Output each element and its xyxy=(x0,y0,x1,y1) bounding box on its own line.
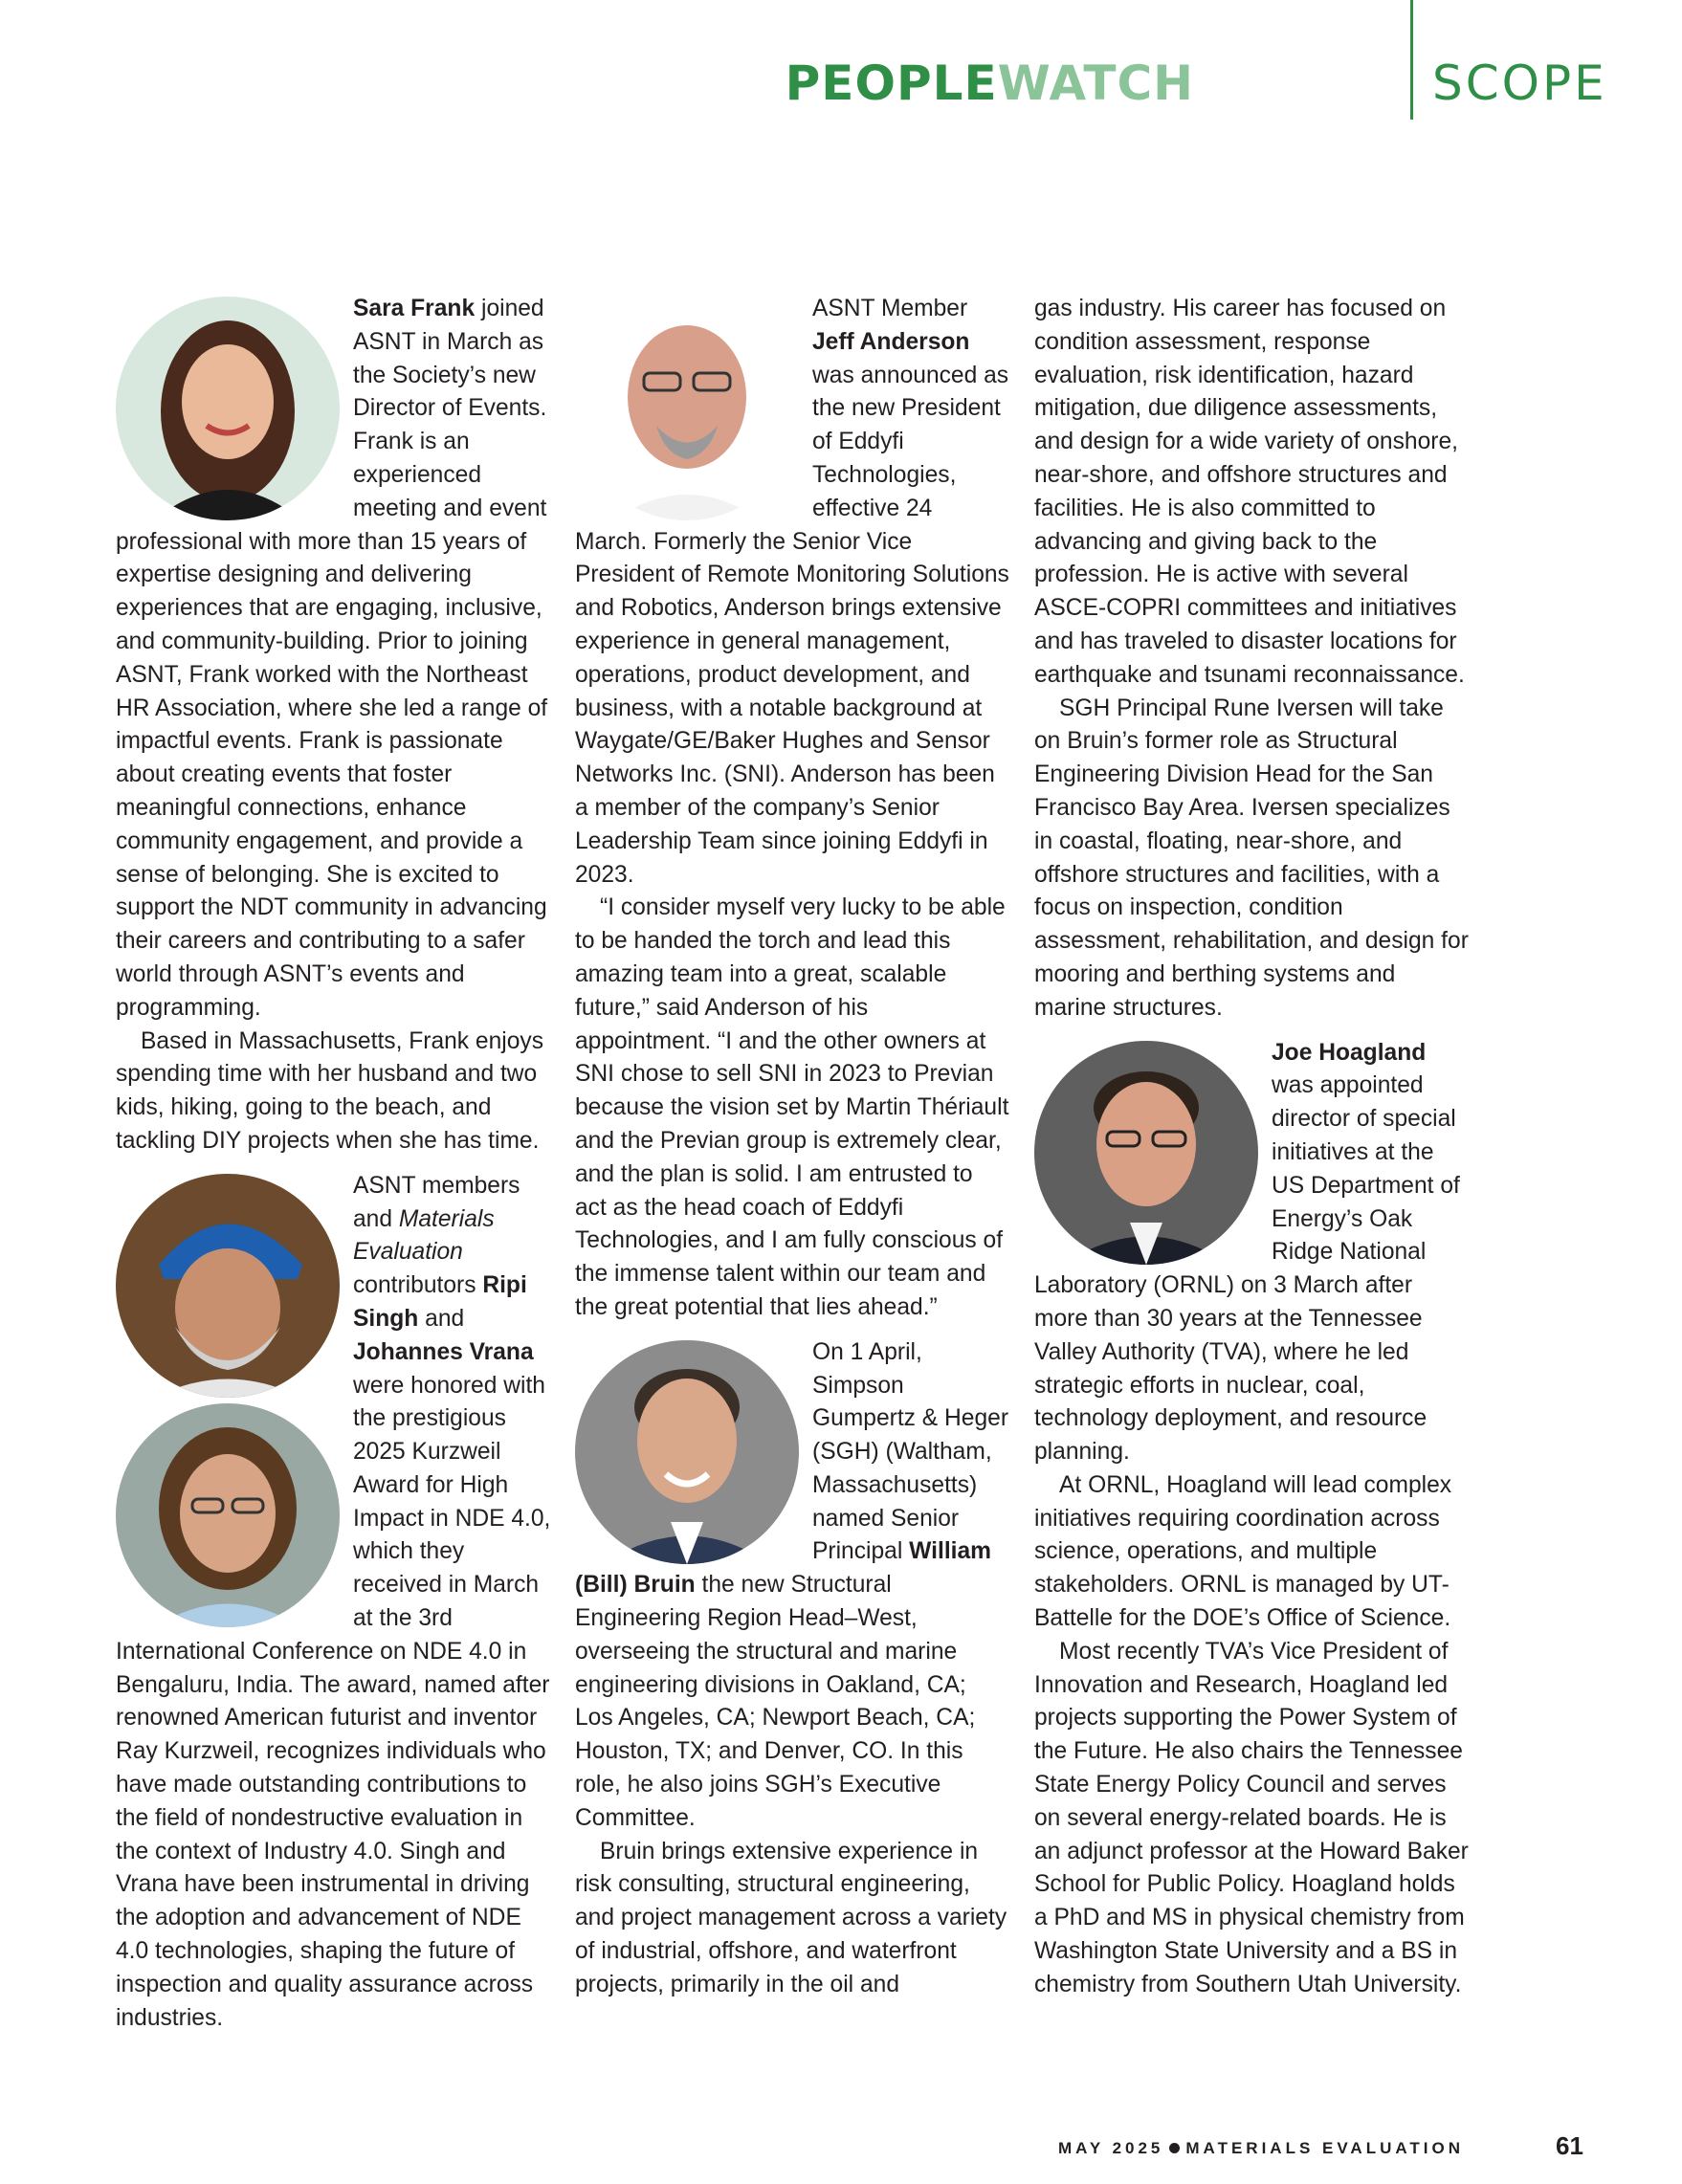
johannes-vrana-photo xyxy=(116,1403,340,1627)
jeff-anderson-name: Jeff Anderson xyxy=(812,328,970,355)
sara-frank-photo xyxy=(116,297,340,520)
sara-frank-text: joined ASNT in March as the Society’s new Director of Events. Frank is an experienced meeting and event professional with more than 15 years of expertise designing and delivering experiences that are engaging, inclusive, and community-building. Prior to joining ASNT, Frank worked with the Northeast HR Association, where she led a range of impactful events. Frank is passionate about creating events that foster meaningful connections, enhance community engagement, and provide a sense of belonging. She is excited to support the NDT community in advancing their careers and contributing to a safer world through ASNT’s events and programming. xyxy=(116,296,548,1021)
award-text-a: ASNT members and xyxy=(353,1172,520,1232)
footer-magazine: MATERIALS EVALUATION xyxy=(1185,2139,1464,2157)
page-header xyxy=(0,0,1682,124)
footer-issue-line xyxy=(1058,2139,1464,2158)
joe-hoagland-photo xyxy=(1034,1041,1258,1265)
column-1 xyxy=(116,293,551,2035)
column-2 xyxy=(575,293,1010,2002)
section-title-people: PEOPLE xyxy=(785,55,998,111)
bruin-continued: gas industry. His career has focused on condition assessment, response evaluation, risk identification, hazard mitigation, due diligence assessments, and design for a wide variety of onshore, near-shore, and offshore structures and facilities. He is also committed to advancing and giving back to the profession. He is active with several ASCE-COPRI committees and initiatives and has traveled to disaster locations for earthquake and tsunami reconnaissance. xyxy=(1034,296,1465,688)
anderson-text: was announced as the new President of Eddyfi Technologies, effective 24 March. Formerly the Senior Vice President of Remote Monitoring Solutions and Robotics, Anderson brings extensive experience in general management, operations, product development, and business, with a notable background at Waygate/GE/Baker Hughes and Sensor Networks Inc. (SNI). Anderson has been a member of the company’s Senior Leadership Team since joining Eddyfi in 2023. xyxy=(575,362,1009,888)
johannes-vrana-name: Johannes Vrana xyxy=(353,1338,534,1365)
award-text-rest: were honored with the prestigious 2025 Kurzweil Award for High Impact in NDE 4.0, which they received in March at the 3rd International Conference on NDE 4.0 in Bengaluru, India. The award, named after renowned American futurist and inventor Ray Kurzweil, recognizes individuals who have made outstanding contributions to the field of nondestructive evaluation in the context of Industry 4.0. Singh and Vrana have been instrumental in driving the adoption and advancement of NDE 4.0 technologies, shaping the future of inspection and quality assurance across industries. xyxy=(116,1372,551,2031)
jeff-anderson-photo xyxy=(575,297,799,520)
hoagland-text: was appointed director of special initiatives at the US Department of Energy’s Oak Ridge National Laboratory (ORNL) on 3 March after more than 30 years at the Tennessee Valley Authority (TVA), where he led strategic efforts in nuclear, coal, technology deployment, and resource planning. xyxy=(1034,1072,1460,1466)
ripi-singh-photo xyxy=(116,1174,340,1398)
sara-frank-paragraph-2: Based in Massachusetts, Frank enjoys spending time with her husband and two kids, hiking, going to the beach, and tackling DIY projects when she has time. xyxy=(116,1027,544,1154)
sara-frank-name: Sara Frank xyxy=(353,296,476,321)
footer-bullet xyxy=(1169,2143,1180,2153)
award-text-b: contributors xyxy=(353,1272,483,1299)
header-divider xyxy=(1410,0,1413,120)
iversen-paragraph: SGH Principal Rune Iversen will take on Bruin’s former role as Structural Engineering Division Head for the San Francisco Bay Area. Iversen specializes in coastal, floating, near-shore, and offshore structures and facilities, with a focus on inspection, condition assessment, rehabilitation, and design for mooring and berthing systems and marine structures. xyxy=(1034,695,1469,1021)
bruin-text: the new Structural Engineering Region Head–West, overseeing the structural and marine engineering divisions in Oakland, CA; Los Angeles, CA; Newport Beach, CA; Houston, TX; and Denver, CO. In this role, he also joins SGH’s Executive Committee. xyxy=(575,1572,976,1831)
joe-hoagland-name: Joe Hoagland xyxy=(1272,1039,1427,1066)
bruin-text-a: On 1 April, Simpson Gumpertz & Heger (SGH) (Waltham, Massachusetts) named Senior Principal xyxy=(812,1338,1009,1565)
page-number: 61 xyxy=(1556,2131,1583,2160)
bill-bruin-photo xyxy=(575,1340,799,1564)
section-title-watch: WATCH xyxy=(997,55,1194,111)
bill-bruin-name: William (Bill) Bruin xyxy=(575,1538,992,1599)
materials-evaluation-title: Materials Evaluation xyxy=(353,1205,495,1266)
anderson-quote: “I consider myself very lucky to be able to be handed the torch and lead this amazing team into a great, scalable future,” said Anderson of his appointment. “I and the other owners at SNI chose to sell SNI in 2023 to Previan because the vision set by Martin Thériault and the Previan group is extremely clear, and the plan is solid. I am entrusted to act as the head coach of Eddyfi Technologies, and I am fully conscious of the immense talent within our team and the great potential that lies ahead.” xyxy=(575,894,1009,1320)
ripi-singh-name: Ripi Singh xyxy=(353,1272,527,1332)
hoagland-paragraph-2: At ORNL, Hoagland will lead complex initiatives requiring coordination across science, operations, and multiple stakeholders. ORNL is managed by UT-Battelle for the DOE’s Office of Science. xyxy=(1034,1471,1452,1632)
footer-issue: MAY 2025 xyxy=(1057,2139,1164,2157)
hoagland-paragraph-3: Most recently TVA’s Vice President of Innovation and Research, Hoagland led projects supporting the Power System of the Future. He also chairs the Tennessee State Energy Policy Council and serves on several energy-related boards. He is an adjunct professor at the Howard Baker School for Public Policy. Hoagland holds a PhD and MS in physical chemistry from Washington State University and a BS in chemistry from Southern Utah University. xyxy=(1034,1638,1469,1997)
section-title xyxy=(785,55,1194,111)
column-3 xyxy=(1034,293,1470,2002)
anderson-text-a: ASNT Member xyxy=(812,296,968,321)
award-text-c: and xyxy=(418,1305,465,1332)
department-title: SCOPE xyxy=(1432,55,1607,111)
bruin-paragraph-2: Bruin brings extensive experience in risk consulting, structural engineering, and project management across a variety of industrial, offshore, and waterfront projects, primarily in the oil and xyxy=(575,1838,1007,1997)
